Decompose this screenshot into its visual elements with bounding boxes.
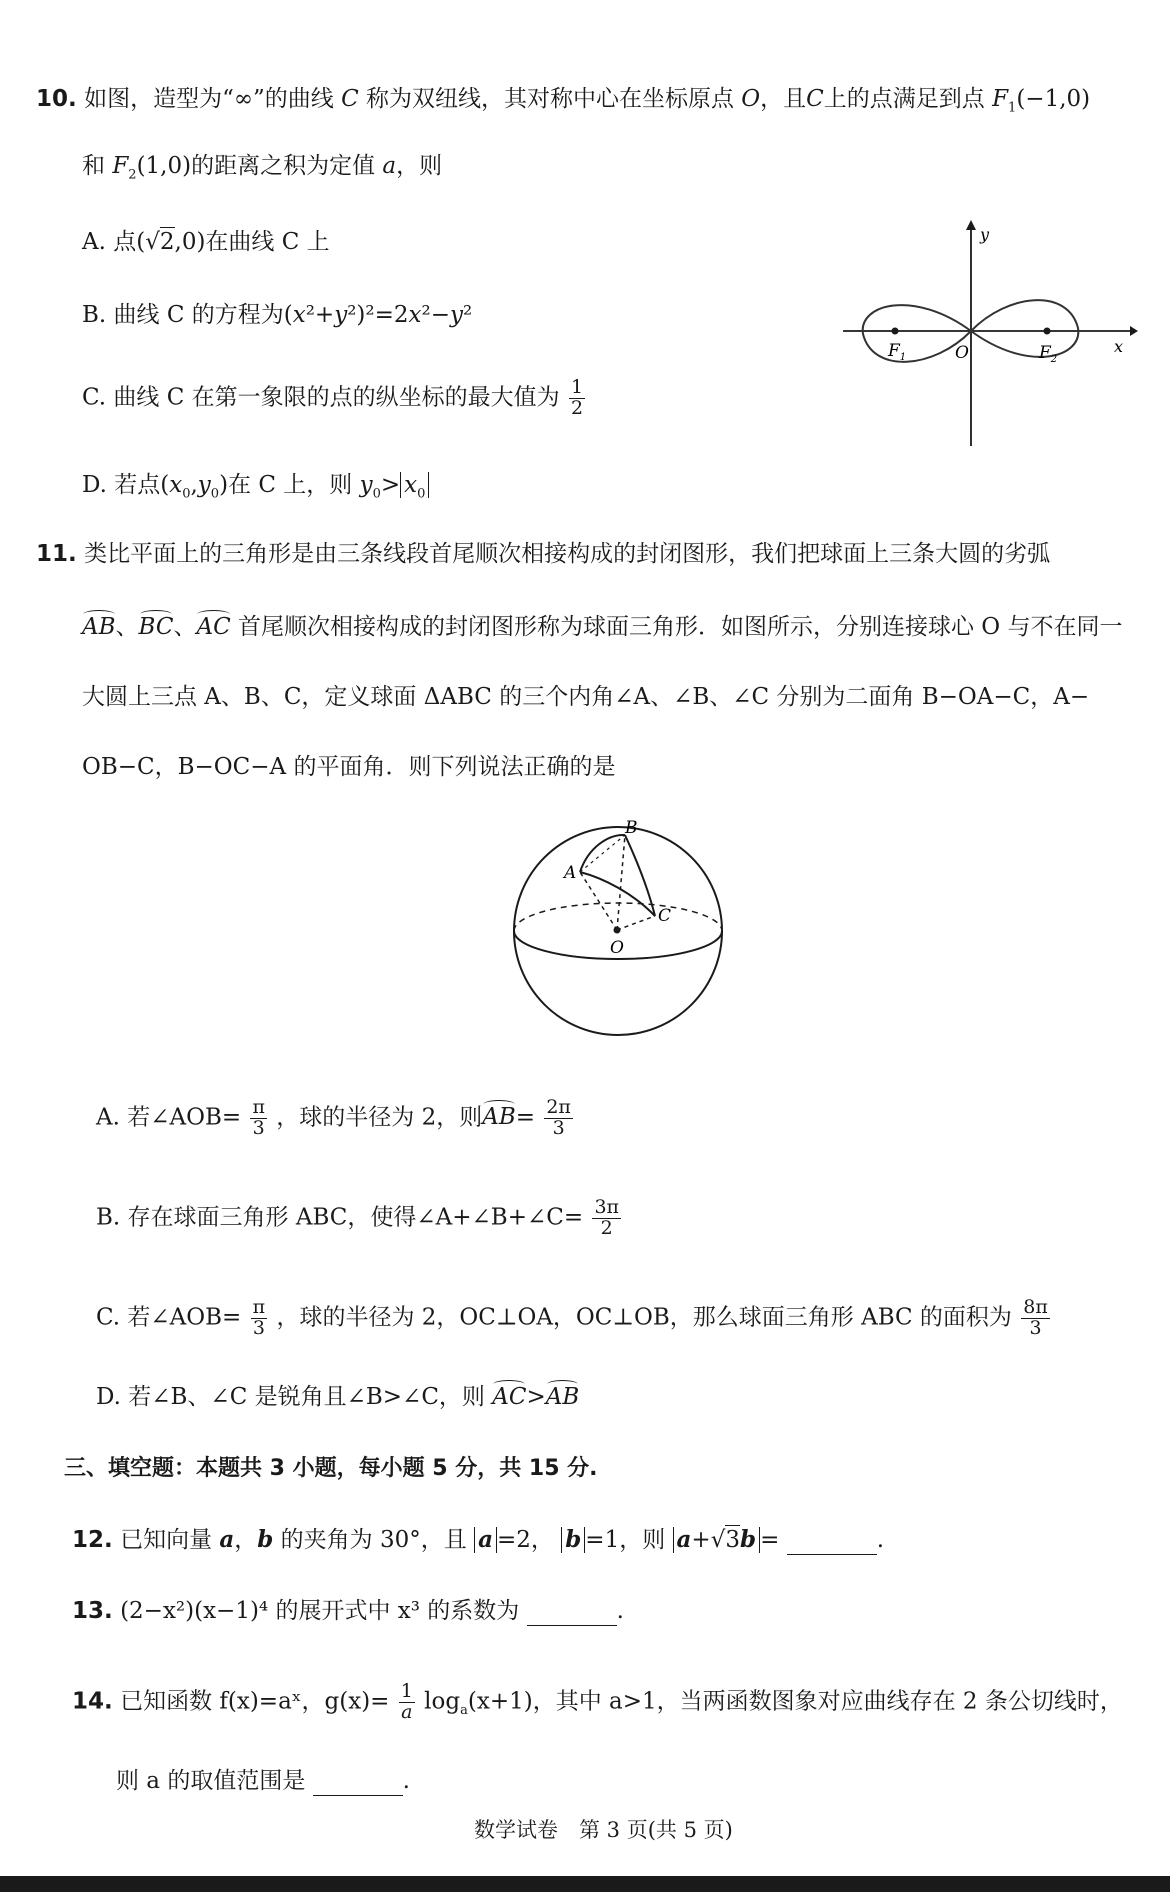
f1-label: $F_1$	[888, 341, 907, 363]
q11-line4: OB−C，B−OC−A 的平面角．则下列说法正确的是	[82, 754, 616, 780]
center-point	[614, 927, 621, 934]
q10-option-a: A. 点(√2,0)在曲线 C 上	[82, 229, 330, 255]
label-a: A	[564, 863, 577, 883]
f2-point	[1044, 328, 1051, 335]
q10-option-c: C. 曲线 C 在第一象限的点的纵坐标的最大值为 $\frac{1}{2}$	[82, 376, 584, 419]
question-number: 10.	[36, 86, 77, 112]
q11-option-a: A. 若∠AOB= $\frac{\pi}{3}$ ，球的半径为 2，则AB= $\frac{2\pi}{3}$	[96, 1096, 571, 1139]
x-label: x	[1114, 337, 1124, 356]
q11-line2: AB、BC、AC 首尾顺次相接构成的封闭图形称为球面三角形．如图所示，分别连接球心 O 与不在同一	[82, 614, 1123, 640]
q11-option-c: C. 若∠AOB= $\frac{\pi}{3}$ ，球的半径为 2，OC⊥OA，OC⊥OB，那么球面三角形 ABC 的面积为 $\frac{8\pi}{3}$	[96, 1296, 1048, 1339]
q10-line2: 和 $F_2(1,0)$的距离之积为定值 a，则	[82, 153, 443, 183]
scan-edge-bar	[0, 1876, 1170, 1892]
origin-label: O	[955, 343, 969, 363]
f1-point	[892, 328, 899, 335]
q12: 12. 已知向量 a，b 的夹角为 30°，且 a =2， b =1，则 a+√3b = .	[72, 1526, 884, 1553]
q10-line1: 10. 如图，造型为“∞”的曲线 C 称为双纽线，其对称中心在坐标原点 O，且C上的点满足到点 $F_1(-1,0)$	[36, 86, 1091, 116]
label-c: C	[658, 906, 672, 926]
page-footer: 数学试卷 第 3 页(共 5 页)	[474, 1818, 733, 1842]
line-ob	[617, 835, 625, 930]
section-3-heading: 三、填空题：本题共 3 小题，每小题 5 分，共 15 分.	[64, 1456, 598, 1481]
q11-option-b: B. 存在球面三角形 ABC，使得∠A+∠B+∠C= $\frac{3\pi}{2}$	[96, 1196, 620, 1239]
line-oc	[617, 916, 655, 930]
q11-line1: 11. 类比平面上的三角形是由三条线段首尾顺次相接构成的封闭图形，我们把球面上三条大圆的劣弧	[36, 541, 1051, 567]
lemniscate-figure	[838, 218, 1138, 448]
answer-blank[interactable]	[527, 1605, 617, 1626]
line-oa	[580, 872, 617, 930]
label-o: O	[610, 938, 624, 958]
y-axis-arrow	[966, 220, 976, 230]
q10-option-d: D. 若点$(x_0,y_0)$在 C 上，则 $y_0> x_0$	[82, 472, 429, 502]
q11-line3: 大圆上三点 A、B、C，定义球面 ΔABC 的三个内角∠A、∠B、∠C 分别为二面角 B−OA−C，A−	[82, 684, 1090, 710]
fraction: $\frac{1}{2}$	[570, 376, 584, 419]
q11-option-d: D. 若∠B、∠C 是锐角且∠B>∠C，则 AC>AB	[96, 1384, 580, 1410]
y-label: y	[980, 225, 990, 244]
q13: 13. (2−x²)(x−1)⁴ 的展开式中 x³ 的系数为 .	[72, 1598, 624, 1624]
x-axis-arrow	[1130, 326, 1138, 336]
q14-line2: 则 a 的取值范围是 .	[116, 1768, 410, 1794]
f2-label: $F_2$	[1039, 343, 1058, 365]
sphere-figure	[508, 818, 728, 1040]
answer-blank[interactable]	[787, 1534, 877, 1555]
q14-line1: 14. 已知函数 f(x)=aˣ，g(x)= $\frac{1}{a}$ $\log_a(x+1)$，其中 a>1，当两函数图象对应曲线存在 2 条公切线时，	[72, 1680, 1123, 1723]
answer-blank[interactable]	[313, 1775, 403, 1796]
q10-option-b: B. 曲线 C 的方程为(x²+y²)²=2x²−y²	[82, 302, 473, 328]
label-b: B	[625, 818, 638, 838]
